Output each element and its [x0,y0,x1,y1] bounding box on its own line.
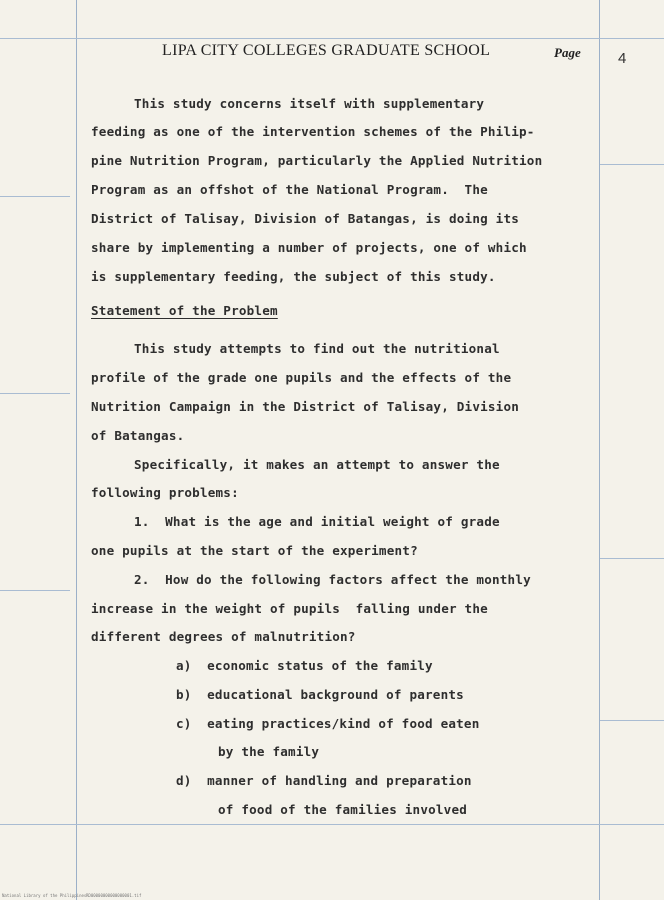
sub-list-item: b) educational background of parents [176,687,464,702]
list-item: 2. How do the following factors affect the monthly [134,572,531,587]
text-line: Program as an offshot of the National Program. The [91,182,488,197]
text-line: is supplementary feeding, the subject of this study. [91,269,496,284]
text-line: following problems: [91,485,239,500]
right-tick-rule [600,164,664,165]
sub-list-item: d) manner of handling and preparation [176,773,472,788]
text-line: share by implementing a number of projects, one of which [91,240,527,255]
bottom-rule [0,824,664,825]
footer-source: National Library of the Philippines [2,893,87,898]
text-line: District of Talisay, Division of Batangas, is doing its [91,211,520,226]
text-line: by the family [218,744,320,759]
sub-list-item: c) eating practices/kind of food eaten [176,716,480,731]
left-tick-rule [0,393,70,394]
text-line: increase in the weight of pupils falling under the [91,601,488,616]
text-line: of food of the families involved [218,802,468,817]
right-margin-rule [599,0,600,900]
text-line: Nutrition Campaign in the District of Talisay, Division [91,399,520,414]
list-item: 1. What is the age and initial weight of grade [134,514,500,529]
left-tick-rule [0,196,70,197]
text-line: of Batangas. [91,428,185,443]
text-line: profile of the grade one pupils and the effects of the [91,370,512,385]
right-tick-rule [600,720,664,721]
page-label: Page [554,45,581,60]
text-line: different degrees of malnutrition? [91,629,356,644]
footer-file: RD00000000000000001.tif [86,893,142,898]
text-line: pine Nutrition Program, particularly the Applied Nutrition [91,153,543,168]
scan-footer [0,892,664,900]
page-header [0,42,664,67]
header-rule [0,38,664,39]
text-line: This study concerns itself with supplementary [134,96,485,111]
left-margin-rule [76,0,77,900]
text-line: feeding as one of the intervention schemes of the Philip- [91,124,535,139]
sub-list-item: a) economic status of the family [176,658,433,673]
left-tick-rule [0,590,70,591]
text-line: one pupils at the start of the experiment? [91,543,418,558]
section-heading: Statement of the Problem [91,303,278,318]
text-line: Specifically, it makes an attempt to answer the [134,457,500,472]
page-number: 4 [618,50,627,67]
school-name: LIPA CITY COLLEGES GRADUATE SCHOOL [162,42,491,59]
right-tick-rule [600,558,664,559]
text-line: This study attempts to find out the nutritional [134,341,500,356]
